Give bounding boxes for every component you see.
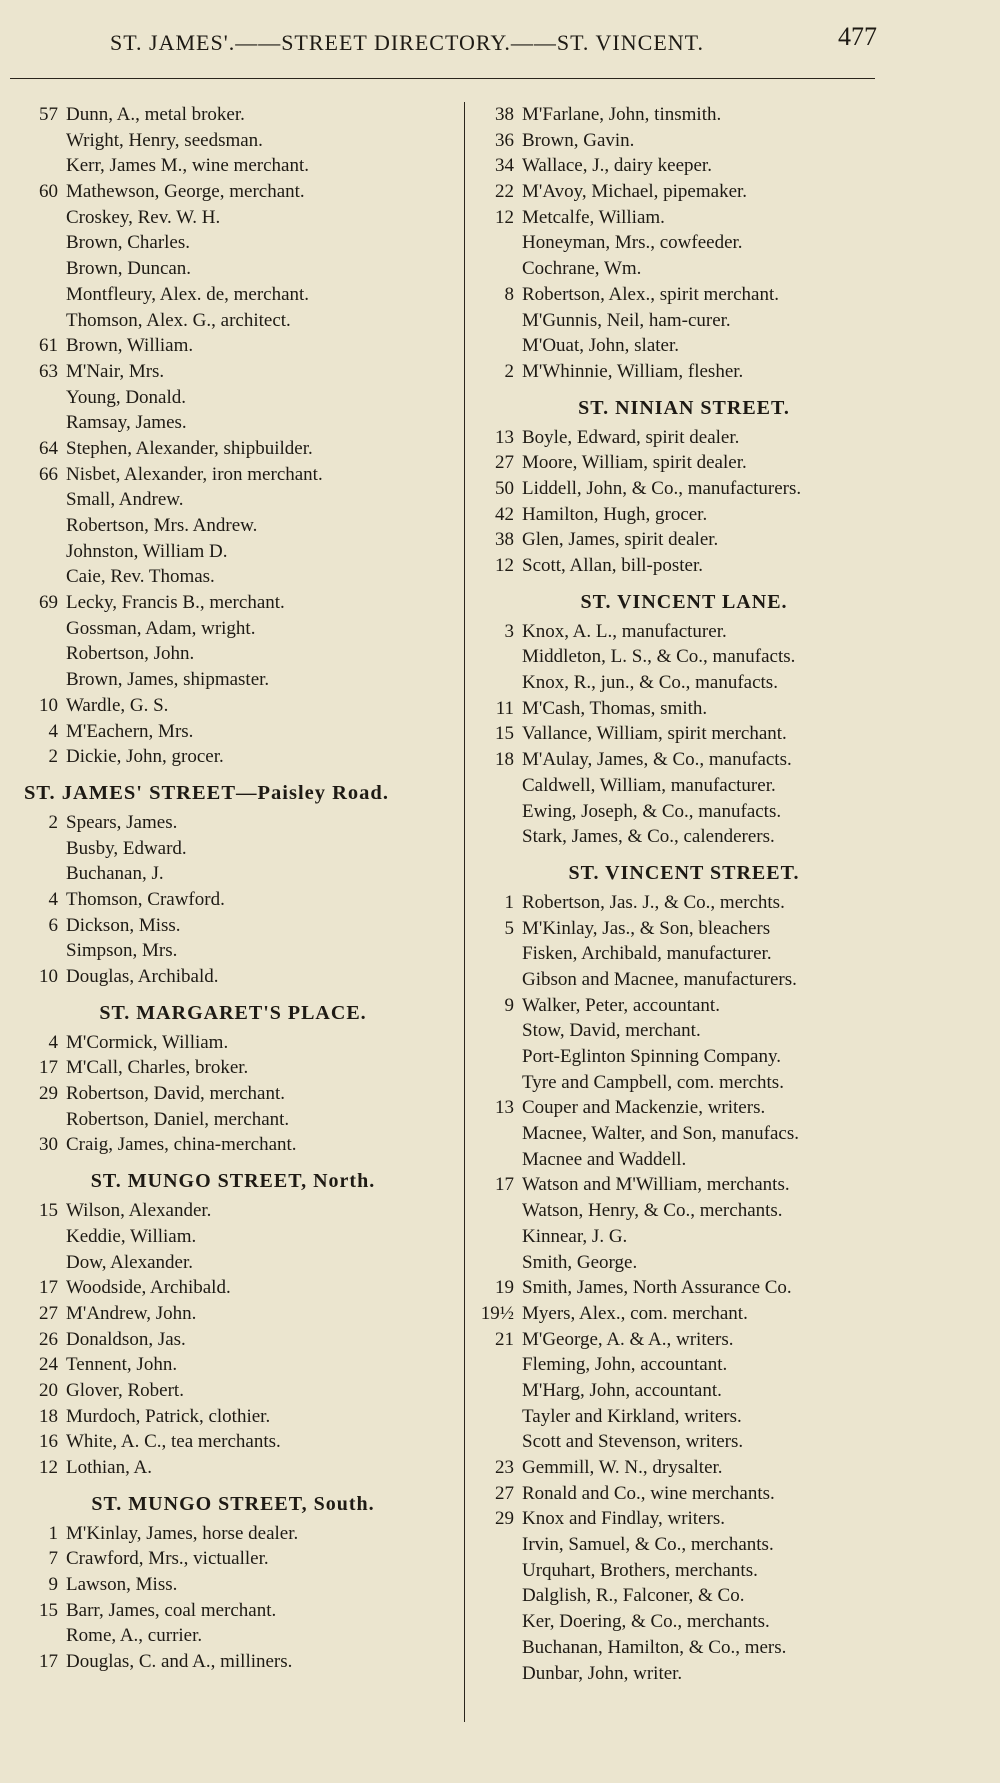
resident-listing: Robertson, Daniel, merchant. [66, 1108, 290, 1130]
house-number: 5 [504, 917, 514, 939]
directory-entry [18, 1352, 448, 1378]
resident-listing: Vallance, William, spirit merchant. [522, 723, 787, 745]
directory-entry [474, 1044, 894, 1070]
directory-entry [18, 1250, 448, 1276]
resident-listing: Murdoch, Patrick, clothier. [66, 1405, 271, 1427]
directory-entry [18, 513, 448, 539]
resident-listing: Mathewson, George, merchant. [66, 181, 305, 203]
house-number: 38 [495, 529, 514, 551]
resident-listing: Irvin, Samuel, & Co., merchants. [522, 1534, 774, 1556]
directory-entry [474, 256, 894, 282]
directory-entry [474, 773, 894, 799]
directory-entry [18, 487, 448, 513]
directory-entry [474, 527, 894, 553]
resident-listing: Port-Eglinton Spinning Company. [522, 1046, 781, 1067]
resident-listing: Brown, Gavin. [522, 129, 635, 151]
house-number: 1 [504, 891, 514, 913]
directory-entry [18, 436, 448, 462]
directory-entry [18, 1055, 448, 1081]
resident-listing: Knox, R., jun., & Co., manufacts. [522, 672, 778, 694]
section-heading: ST. NINIAN STREET. [578, 396, 790, 419]
house-number: 38 [495, 104, 514, 125]
directory-entry [474, 1481, 894, 1507]
resident-listing: M'Andrew, John. [66, 1302, 197, 1324]
directory-entry [474, 1455, 894, 1481]
directory-entry [18, 205, 448, 231]
resident-listing: Myers, Alex., com. merchant. [522, 1302, 748, 1324]
directory-entry [474, 1532, 894, 1558]
resident-listing: M'Kinlay, Jas., & Son, bleachers [522, 917, 771, 939]
directory-entry [474, 1172, 894, 1198]
resident-listing: Smith, George. [522, 1251, 638, 1273]
resident-listing: Robertson, Mrs. Andrew. [66, 515, 258, 536]
resident-listing: Fleming, John, accountant. [522, 1354, 728, 1376]
resident-listing: Gibson and Macnee, manufacturers. [522, 968, 797, 990]
directory-entry [18, 153, 448, 179]
directory-entry [18, 333, 448, 359]
directory-entry [18, 861, 448, 887]
house-number: 66 [39, 463, 58, 485]
resident-listing: Robertson, Alex., spirit merchant. [522, 283, 779, 305]
resident-listing: Kinnear, J. G. [522, 1225, 628, 1247]
resident-listing: Gossman, Adam, wright. [66, 617, 256, 639]
resident-listing: M'Cormick, William. [66, 1031, 229, 1053]
directory-entry [474, 1250, 894, 1276]
house-number: 9 [48, 1574, 58, 1596]
directory-entry [474, 1558, 894, 1584]
resident-listing: Metcalfe, William. [522, 206, 665, 228]
house-number: 19 [495, 1277, 514, 1299]
directory-entry [18, 938, 448, 964]
resident-listing: Kerr, James M., wine merchant. [66, 155, 309, 177]
directory-entry [474, 333, 894, 359]
resident-listing: Stow, David, merchant. [522, 1020, 701, 1042]
house-number: 18 [39, 1405, 58, 1427]
directory-entry [18, 641, 448, 667]
directory-entry [18, 230, 448, 256]
resident-listing: M'George, A. & A., writers. [522, 1328, 734, 1350]
resident-listing: Buchanan, Hamilton, & Co., mers. [522, 1636, 787, 1658]
directory-entry [18, 564, 448, 590]
right-column [474, 102, 894, 1686]
resident-listing: Tyre and Campbell, com. merchts. [522, 1071, 784, 1093]
directory-entry [474, 1147, 894, 1173]
page-header [0, 22, 1000, 62]
directory-entry [18, 1301, 448, 1327]
section-heading: ST. MARGARET'S PLACE. [99, 1001, 367, 1024]
resident-listing: Simpson, Mrs. [66, 940, 178, 962]
resident-listing: Scott and Stevenson, writers. [522, 1431, 744, 1453]
resident-listing: Scott, Allan, bill-poster. [522, 555, 704, 576]
resident-listing: Dunbar, John, writer. [522, 1662, 683, 1684]
directory-entry [474, 205, 894, 231]
directory-entry [474, 993, 894, 1019]
section-heading: ST. VINCENT LANE. [580, 590, 788, 613]
house-number: 17 [39, 1651, 58, 1673]
resident-listing: Lothian, A. [66, 1457, 153, 1478]
resident-listing: Smith, James, North Assurance Co. [522, 1277, 792, 1299]
resident-listing: Brown, Charles. [66, 232, 191, 254]
house-number: 42 [495, 503, 514, 525]
resident-listing: M'Nair, Mrs. [66, 360, 165, 382]
resident-listing: M'Farlane, John, tinsmith. [522, 104, 722, 125]
resident-listing: Thomson, Alex. G., architect. [66, 309, 291, 331]
resident-listing: Robertson, John. [66, 643, 195, 665]
resident-listing: Boyle, Edward, spirit dealer. [522, 426, 740, 448]
resident-listing: Knox, A. L., manufacturer. [522, 620, 727, 642]
resident-listing: Woodside, Archibald. [66, 1277, 231, 1299]
directory-entry [474, 1198, 894, 1224]
directory-entry [18, 1649, 448, 1675]
resident-listing: Hamilton, Hugh, grocer. [522, 503, 708, 525]
resident-listing: Knox and Findlay, writers. [522, 1508, 725, 1530]
directory-entry [474, 1352, 894, 1378]
resident-listing: Dickson, Miss. [66, 914, 181, 936]
directory-entry [474, 1301, 894, 1327]
resident-listing: Wardle, G. S. [66, 694, 169, 716]
directory-entry [474, 1429, 894, 1455]
house-number: 29 [495, 1508, 514, 1530]
resident-listing: Couper and Mackenzie, writers. [522, 1097, 766, 1119]
directory-entry [18, 179, 448, 205]
house-number: 61 [39, 335, 58, 357]
directory-entry [18, 462, 448, 488]
section-heading: ST. MUNGO STREET, South. [91, 1492, 375, 1515]
house-number: 69 [39, 592, 58, 614]
house-number: 57 [39, 104, 58, 125]
resident-listing: Brown, William. [66, 335, 194, 357]
section-heading: ST. MUNGO STREET, North. [90, 1170, 376, 1193]
directory-entry [474, 619, 894, 645]
resident-listing: Dunn, A., metal broker. [66, 104, 245, 125]
header-rule [10, 78, 875, 79]
directory-entry [18, 1224, 448, 1250]
house-number: 22 [495, 181, 514, 203]
house-number: 1 [48, 1522, 58, 1544]
directory-entry [474, 1378, 894, 1404]
left-column [18, 102, 448, 1675]
directory-entry [18, 719, 448, 745]
section-heading: ST. VINCENT STREET. [568, 861, 800, 884]
resident-listing: Watson, Henry, & Co., merchants. [522, 1200, 783, 1222]
resident-listing: Johnston, William D. [66, 540, 228, 562]
resident-listing: Donaldson, Jas. [66, 1328, 186, 1350]
resident-listing: Stephen, Alexander, shipbuilder. [66, 437, 313, 459]
column-divider [464, 102, 465, 1722]
house-number: 3 [504, 620, 514, 642]
house-number: 15 [39, 1200, 58, 1222]
resident-listing: Urquhart, Brothers, merchants. [522, 1559, 758, 1581]
directory-entry [18, 1429, 448, 1455]
resident-listing: Croskey, Rev. W. H. [66, 206, 221, 228]
directory-entry [474, 425, 894, 451]
directory-entry [18, 359, 448, 385]
house-number: 7 [48, 1548, 58, 1570]
directory-entry [18, 1107, 448, 1133]
resident-listing: Young, Donald. [66, 386, 187, 408]
directory-entry [18, 308, 448, 334]
house-number: 8 [504, 283, 514, 305]
resident-listing: Dalglish, R., Falconer, & Co. [522, 1585, 745, 1607]
directory-entry [18, 1132, 448, 1158]
directory-entry [474, 1635, 894, 1661]
directory-entry [474, 799, 894, 825]
directory-entry [18, 1327, 448, 1353]
house-number: 9 [504, 994, 514, 1016]
resident-listing: Glen, James, spirit dealer. [522, 529, 719, 551]
house-number: 10 [39, 694, 58, 716]
resident-listing: Wallace, J., dairy keeper. [522, 155, 712, 177]
resident-listing: Robertson, David, merchant. [66, 1083, 285, 1105]
resident-listing: Douglas, C. and A., milliners. [66, 1651, 293, 1673]
directory-entry [18, 744, 448, 770]
directory-entry [18, 128, 448, 154]
house-number: 36 [495, 129, 514, 151]
resident-listing: Robertson, Jas. J., & Co., merchts. [522, 891, 785, 913]
resident-listing: Keddie, William. [66, 1225, 197, 1247]
resident-listing: M'Gunnis, Neil, ham-curer. [522, 309, 731, 331]
resident-listing: M'Harg, John, accountant. [522, 1379, 722, 1401]
directory-entry [18, 964, 448, 990]
resident-listing: Brown, Duncan. [66, 258, 192, 280]
directory-entry [474, 967, 894, 993]
resident-listing: Dow, Alexander. [66, 1251, 193, 1273]
resident-listing: Rome, A., currier. [66, 1625, 203, 1647]
resident-listing: Macnee and Waddell. [522, 1148, 687, 1170]
resident-listing: Ronald and Co., wine merchants. [522, 1482, 775, 1504]
house-number: 2 [48, 811, 58, 833]
directory-entry [18, 1198, 448, 1224]
directory-entry [18, 385, 448, 411]
resident-listing: Gemmill, W. N., drysalter. [522, 1457, 723, 1478]
resident-listing: Spears, James. [66, 811, 178, 833]
resident-listing: Tennent, John. [66, 1354, 178, 1376]
directory-entry [474, 359, 894, 385]
directory-entry [474, 230, 894, 256]
house-number: 4 [48, 720, 58, 742]
house-number: 27 [495, 452, 514, 474]
directory-entry [18, 102, 448, 128]
house-number: 12 [39, 1457, 58, 1478]
resident-listing: Walker, Peter, accountant. [522, 994, 720, 1016]
directory-entry [18, 693, 448, 719]
resident-listing: Watson and M'William, merchants. [522, 1174, 790, 1196]
directory-entry [474, 1583, 894, 1609]
resident-listing: Thomson, Crawford. [66, 888, 225, 910]
resident-listing: M'Cash, Thomas, smith. [522, 697, 708, 719]
directory-entry [474, 102, 894, 128]
resident-listing: Fisken, Archibald, manufacturer. [522, 943, 772, 965]
house-number: 63 [39, 360, 58, 382]
house-number: 27 [495, 1482, 514, 1504]
house-number: 27 [39, 1302, 58, 1324]
house-number: 4 [48, 1031, 58, 1053]
house-number: 23 [495, 1457, 514, 1478]
resident-listing: M'Whinnie, William, flesher. [522, 360, 744, 382]
resident-listing: M'Kinlay, James, horse dealer. [66, 1522, 299, 1544]
directory-entry [18, 282, 448, 308]
house-number: 2 [504, 360, 514, 382]
directory-entry [474, 553, 894, 579]
directory-entry [474, 941, 894, 967]
directory-entry [474, 1224, 894, 1250]
resident-listing: Wright, Henry, seedsman. [66, 129, 263, 151]
house-number: 10 [39, 966, 58, 987]
house-number: 26 [39, 1328, 58, 1350]
directory-entry [474, 1506, 894, 1532]
resident-listing: Crawford, Mrs., victualler. [66, 1548, 269, 1570]
house-number: 13 [495, 1097, 514, 1119]
directory-entry [18, 1623, 448, 1649]
house-number: 18 [495, 749, 514, 771]
house-number: 6 [48, 914, 58, 936]
directory-entry [18, 1572, 448, 1598]
house-number: 17 [39, 1057, 58, 1079]
resident-listing: Nisbet, Alexander, iron merchant. [66, 463, 323, 485]
resident-listing: M'Avoy, Michael, pipemaker. [522, 181, 748, 203]
directory-entry [474, 1018, 894, 1044]
directory-entry [474, 502, 894, 528]
directory-entry [474, 1404, 894, 1430]
resident-listing: Stark, James, & Co., calenderers. [522, 826, 775, 848]
directory-entry [474, 450, 894, 476]
resident-listing: Brown, James, shipmaster. [66, 669, 270, 691]
resident-listing: Busby, Edward. [66, 837, 187, 859]
directory-entry [18, 667, 448, 693]
resident-listing: Craig, James, china-merchant. [66, 1134, 297, 1156]
directory-entry [474, 153, 894, 179]
directory-entry [18, 913, 448, 939]
directory-entry [474, 179, 894, 205]
directory-entry [474, 747, 894, 773]
house-number: 16 [39, 1431, 58, 1453]
directory-entry [18, 1521, 448, 1547]
resident-listing: Caldwell, William, manufacturer. [522, 774, 776, 796]
house-number: 17 [39, 1277, 58, 1299]
directory-entry [474, 128, 894, 154]
house-number: 2 [48, 746, 58, 768]
directory-entry [474, 1609, 894, 1635]
section-heading: ST. JAMES' STREET—Paisley Road. [24, 781, 389, 804]
house-number: 60 [39, 181, 58, 203]
directory-entry [18, 836, 448, 862]
resident-listing: Middleton, L. S., & Co., manufacts. [522, 646, 796, 668]
resident-listing: Lawson, Miss. [66, 1574, 178, 1596]
resident-listing: Macnee, Walter, and Son, manufacs. [522, 1123, 799, 1145]
directory-entry [18, 810, 448, 836]
house-number: 11 [495, 697, 514, 719]
page-number: 477 [838, 22, 877, 51]
house-number: 24 [39, 1354, 58, 1376]
resident-listing: M'Ouat, John, slater. [522, 335, 679, 357]
house-number: 15 [39, 1599, 58, 1621]
directory-entry [474, 1095, 894, 1121]
resident-listing: Liddell, John, & Co., manufacturers. [522, 477, 802, 499]
resident-listing: Cochrane, Wm. [522, 258, 642, 280]
resident-listing: Glover, Robert. [66, 1379, 184, 1401]
directory-entry [18, 887, 448, 913]
house-number: 12 [495, 555, 514, 576]
resident-listing: Caie, Rev. Thomas. [66, 566, 215, 588]
directory-entry [18, 1081, 448, 1107]
directory-entry [474, 308, 894, 334]
directory-entry [18, 410, 448, 436]
resident-listing: Douglas, Archibald. [66, 966, 219, 987]
house-number: 20 [39, 1379, 58, 1401]
resident-listing: Wilson, Alexander. [66, 1200, 212, 1222]
resident-listing: M'Aulay, James, & Co., manufacts. [522, 749, 792, 771]
house-number: 17 [495, 1174, 514, 1196]
resident-listing: Ramsay, James. [66, 412, 187, 434]
resident-listing: Barr, James, coal merchant. [66, 1599, 277, 1621]
directory-entry [18, 1598, 448, 1624]
directory-entry [474, 476, 894, 502]
house-number: 15 [495, 723, 514, 745]
house-number: 4 [48, 888, 58, 910]
running-head: ST. JAMES'.——STREET DIRECTORY.——ST. VINCENT. [110, 30, 704, 55]
house-number: 19½ [480, 1302, 514, 1324]
directory-entry [18, 590, 448, 616]
resident-listing: Lecky, Francis B., merchant. [66, 592, 285, 614]
directory-entry [474, 696, 894, 722]
directory-entry [18, 1030, 448, 1056]
directory-entry [18, 256, 448, 282]
directory-entry [18, 1275, 448, 1301]
resident-listing: Tayler and Kirkland, writers. [522, 1405, 742, 1427]
directory-entry [474, 1661, 894, 1687]
directory-entry [474, 670, 894, 696]
directory-entry [474, 1327, 894, 1353]
resident-listing: Small, Andrew. [66, 489, 184, 511]
house-number: 30 [39, 1134, 58, 1156]
resident-listing: Dickie, John, grocer. [66, 746, 224, 768]
resident-listing: White, A. C., tea merchants. [66, 1431, 281, 1453]
house-number: 34 [495, 155, 514, 177]
directory-entry [474, 1121, 894, 1147]
house-number: 13 [495, 426, 514, 448]
house-number: 50 [495, 477, 514, 499]
resident-listing: Honeyman, Mrs., cowfeeder. [522, 232, 743, 254]
resident-listing: Moore, William, spirit dealer. [522, 452, 747, 474]
directory-entry [474, 916, 894, 942]
resident-listing: Ker, Doering, & Co., merchants. [522, 1611, 770, 1633]
directory-entry [474, 890, 894, 916]
house-number: 64 [39, 437, 58, 459]
directory-entry [18, 1378, 448, 1404]
resident-listing: M'Call, Charles, broker. [66, 1057, 249, 1079]
resident-listing: M'Eachern, Mrs. [66, 720, 194, 742]
house-number: 29 [39, 1083, 58, 1105]
directory-entry [18, 539, 448, 565]
directory-entry [474, 644, 894, 670]
directory-entry [18, 1546, 448, 1572]
house-number: 21 [495, 1328, 514, 1350]
directory-entry [474, 1275, 894, 1301]
directory-entry [474, 282, 894, 308]
resident-listing: Montfleury, Alex. de, merchant. [66, 283, 310, 305]
directory-entry [474, 721, 894, 747]
directory-entry [18, 1404, 448, 1430]
house-number: 12 [495, 206, 514, 228]
directory-entry [18, 1455, 448, 1481]
resident-listing: Ewing, Joseph, & Co., manufacts. [522, 800, 782, 822]
resident-listing: Buchanan, J. [66, 863, 164, 885]
directory-entry [474, 824, 894, 850]
directory-entry [18, 616, 448, 642]
directory-entry [474, 1070, 894, 1096]
